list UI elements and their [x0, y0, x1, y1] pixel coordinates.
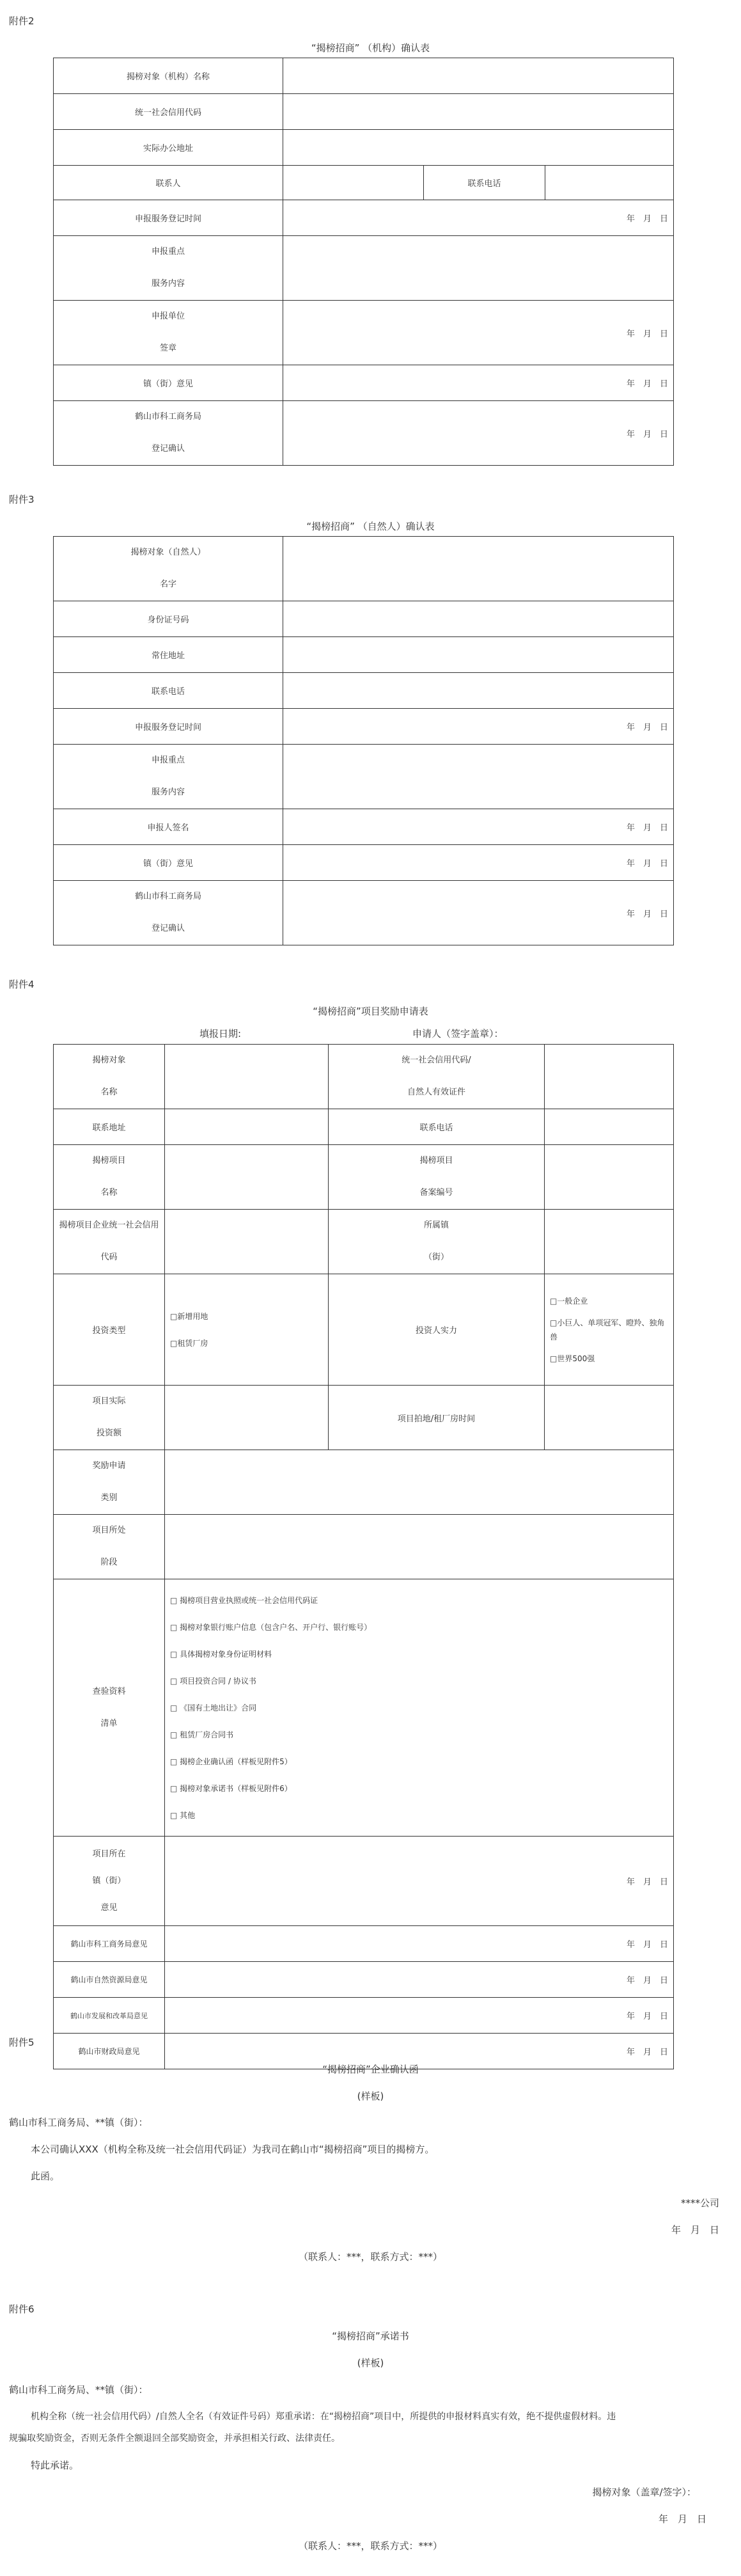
docs-item-rent-contract[interactable]: □ 租赁厂房合同书: [170, 1730, 234, 1739]
town-opinion-line-2: 镇（街）: [92, 1876, 126, 1886]
person-confirmation-table: [53, 536, 674, 945]
row-label-stage: [54, 1515, 165, 1579]
amount-line-2: 投资额: [96, 1428, 121, 1438]
strength-option-normal[interactable]: □一般企业: [550, 1296, 588, 1306]
row-label-address: 联系地址: [54, 1109, 165, 1145]
attachment-2-title: “揭榜招商” （机构）确认表: [311, 42, 430, 54]
row-label-town-opinion: [54, 1837, 165, 1926]
cell-record-value[interactable]: [545, 1145, 674, 1210]
cell-object-value[interactable]: [165, 1045, 329, 1109]
town-opinion-line-1: 项目所在: [92, 1849, 126, 1859]
attachment-5-label: 附件5: [9, 2037, 35, 2048]
docs-item-license[interactable]: □ 揭榜项目营业执照或统一社会信用代码证: [170, 1595, 318, 1605]
docs-item-bank-account[interactable]: □ 揭榜对象银行账户信息（包含户名、开户行、银行账号）: [170, 1622, 372, 1632]
cell-address-value[interactable]: [283, 637, 674, 673]
row-label-code: [329, 1045, 545, 1109]
docs-item-confirmation-letter[interactable]: □ 揭榜企业确认函（样板见附件5）: [170, 1757, 292, 1766]
attachment-5-title: “揭榜招商”企业确认函: [322, 2064, 419, 2075]
record-line-2: 备案编号: [419, 1188, 453, 1197]
attachment-4-label: 附件4: [9, 979, 35, 990]
row-label-phone: 联系电话: [329, 1109, 545, 1145]
invest-type-options: [165, 1274, 329, 1386]
att6-body-line-2: 规骗取奖励资金，否则无条件全额退回全部奖励资金，并承担相关行政、法律责任。: [9, 2433, 340, 2444]
key-line-2: 服务内容: [151, 787, 185, 797]
project-line-1: 揭榜项目: [92, 1156, 126, 1166]
amount-line-1: 项目实际: [92, 1396, 126, 1406]
person-name-line-2: 名字: [159, 580, 176, 589]
row-label-key: [54, 745, 283, 809]
code-line-1: 统一社会信用代码/: [402, 1055, 471, 1065]
fill-date-label: 填报日期:: [199, 1028, 242, 1039]
attachment-6-label: 附件6: [9, 2303, 35, 2315]
row-label-cz-opinion: 鹤山市财政局意见: [54, 2034, 165, 2069]
cell-contact-value[interactable]: [283, 166, 424, 200]
att5-recipient: 鹤山市科工商务局、**镇（街）：: [9, 2117, 148, 2128]
cell-stage-value[interactable]: [165, 1515, 674, 1579]
docs-item-identity[interactable]: □ 具体揭榜对象身份证明材料: [170, 1649, 272, 1659]
cell-code-value[interactable]: [545, 1045, 674, 1109]
key-line-1: 申报重点: [151, 755, 185, 765]
attachment-2-label: 附件2: [9, 15, 35, 27]
ksw-opinion-date: 年 月 日: [165, 1926, 674, 1962]
row-label-phone: 联系电话: [424, 166, 545, 200]
strength-option-fortune500[interactable]: □世界500强: [550, 1354, 595, 1363]
unit-line-1: 申报单位: [151, 312, 185, 321]
att5-date: 年 月 日: [671, 2224, 719, 2236]
row-label-sign: 申报人签名: [54, 809, 283, 845]
invest-type-option-land[interactable]: □新增用地: [170, 1311, 208, 1321]
attachment-3-title: “揭榜招商” （自然人）确认表: [306, 521, 435, 532]
project-line-2: 名称: [100, 1188, 118, 1197]
docs-checklist: [165, 1579, 674, 1837]
docs-item-commitment[interactable]: □ 揭榜对象承诺书（样板见附件6）: [170, 1783, 292, 1793]
strength-options: [545, 1274, 674, 1386]
key-line-1: 申报重点: [151, 247, 185, 257]
record-line-1: 揭榜项目: [419, 1156, 453, 1166]
enterprise-line-2: 代码: [100, 1252, 118, 1262]
row-label-unit: [54, 301, 283, 365]
town-date: 年 月 日: [283, 365, 674, 401]
reg-time-date: 年 月 日: [283, 709, 674, 745]
row-label-town: 镇（街）意见: [54, 365, 283, 401]
docs-item-land-contract[interactable]: □ 《国有土地出让》合同: [170, 1703, 257, 1712]
bureau-line-2: 登记确认: [151, 444, 185, 454]
cell-key-value[interactable]: [283, 745, 674, 809]
cell-office-value[interactable]: [283, 130, 674, 166]
cell-phone-value[interactable]: [545, 1109, 674, 1145]
applicant-label: 申请人（签字盖章）：: [412, 1028, 504, 1039]
enterprise-line-1: 揭榜项目企业统一社会信用: [59, 1221, 159, 1230]
person-name-line-1: 揭榜对象（自然人）: [130, 548, 206, 557]
row-label-reg-time: 申报服务登记时间: [54, 709, 283, 745]
cz-opinion-date: 年 月 日: [165, 2034, 674, 2069]
row-label-record: [329, 1145, 545, 1210]
cell-phone-value[interactable]: [283, 673, 674, 709]
town-opinion-date: 年 月 日: [165, 1837, 674, 1926]
unit-date: 年 月 日: [283, 301, 674, 365]
cell-person-name-value[interactable]: [283, 537, 674, 601]
cell-address-value[interactable]: [165, 1109, 329, 1145]
row-label-code: 统一社会信用代码: [54, 94, 283, 130]
object-line-1: 揭榜对象: [92, 1055, 126, 1065]
row-label-reg-time: 申报服务登记时间: [54, 200, 283, 236]
row-label-bureau: [54, 401, 283, 466]
att6-date: 年 月 日: [658, 2513, 706, 2525]
row-label-docs: [54, 1579, 165, 1837]
zr-opinion-date: 年 月 日: [165, 1962, 674, 1998]
row-label-contact: 联系人: [54, 166, 283, 200]
docs-item-other[interactable]: □ 其他: [170, 1810, 196, 1820]
sign-date: 年 月 日: [283, 809, 674, 845]
bureau-line-1: 鹤山市科工商务局: [134, 412, 201, 422]
fg-opinion-date: 年 月 日: [165, 1998, 674, 2034]
row-label-key: [54, 236, 283, 301]
cell-code-value[interactable]: [283, 94, 674, 130]
row-label-bureau: [54, 881, 283, 945]
town-line-1: 所属镇: [423, 1221, 449, 1230]
row-label-land-time: 项目拍地/租厂房时间: [329, 1386, 545, 1450]
row-label-invest-type: 投资类型: [54, 1274, 165, 1386]
row-label-address: 常住地址: [54, 637, 283, 673]
cell-name-value[interactable]: [283, 58, 674, 94]
cell-key-value[interactable]: [283, 236, 674, 301]
docs-line-1: 查验资料: [92, 1686, 126, 1696]
cell-phone-value[interactable]: [545, 166, 674, 200]
project-award-table: [53, 1044, 674, 2069]
object-line-2: 名称: [100, 1087, 118, 1097]
row-label-award-type: [54, 1450, 165, 1515]
row-label-person-name: [54, 537, 283, 601]
cell-id-value[interactable]: [283, 601, 674, 637]
attachment-3-label: 附件3: [9, 494, 35, 505]
row-label-strength: 投资人实力: [329, 1274, 545, 1386]
town-opinion-line-3: 意见: [100, 1902, 118, 1913]
row-label-town: 镇（街）意见: [54, 845, 283, 881]
strength-option-giant[interactable]: □小巨人、单项冠军、瞪羚、独角兽: [550, 1318, 665, 1341]
row-label-zr-opinion: 鹤山市自然资源局意见: [54, 1962, 165, 1998]
row-label-object: [54, 1045, 165, 1109]
award-line-2: 类别: [100, 1493, 118, 1503]
cell-project-value[interactable]: [165, 1145, 329, 1210]
attachment-6-subtitle: (样板): [357, 2357, 384, 2369]
reg-time-date: 年 月 日: [283, 200, 674, 236]
row-label-phone: 联系电话: [54, 673, 283, 709]
town-date: 年 月 日: [283, 845, 674, 881]
cell-land-time-value[interactable]: [545, 1386, 674, 1450]
bureau-line-2: 登记确认: [151, 924, 185, 933]
bureau-line-1: 鹤山市科工商务局: [134, 892, 201, 901]
att6-sign: 揭榜对象（盖章/签字）：: [592, 2486, 696, 2498]
row-label-name: 揭榜对象（机构）名称: [54, 58, 283, 94]
unit-line-2: 签章: [159, 344, 176, 353]
cell-town-value[interactable]: [545, 1210, 674, 1274]
row-label-fg-opinion: 鹤山市发展和改革局意见: [54, 1998, 165, 2034]
att6-close: 特此承诺。: [31, 2460, 79, 2471]
row-label-amount: [54, 1386, 165, 1450]
row-label-enterprise-code: [54, 1210, 165, 1274]
key-line-2: 服务内容: [151, 279, 185, 288]
attachment-5-subtitle: (样板): [357, 2090, 384, 2102]
code-line-2: 自然人有效证件: [407, 1087, 465, 1097]
row-label-office: 实际办公地址: [54, 130, 283, 166]
row-label-town: [329, 1210, 545, 1274]
cell-award-type-value[interactable]: [165, 1450, 674, 1515]
row-label-id: 身份证号码: [54, 601, 283, 637]
cell-enterprise-code-value[interactable]: [165, 1210, 329, 1274]
docs-item-contract[interactable]: □ 项目投资合同 / 协议书: [170, 1676, 256, 1686]
row-label-ksw-opinion: 鹤山市科工商务局意见: [54, 1926, 165, 1962]
invest-type-option-rent[interactable]: □租赁厂房: [170, 1338, 208, 1348]
stage-line-1: 项目所处: [92, 1526, 126, 1535]
att6-contact: （联系人：***，联系方式：***）: [298, 2540, 442, 2552]
bureau-date: 年 月 日: [283, 401, 674, 466]
bureau-date: 年 月 日: [283, 881, 674, 945]
att5-contact: （联系人：***，联系方式：***）: [298, 2251, 442, 2263]
attachment-6-title: “揭榜招商”承诺书: [332, 2330, 409, 2342]
att5-close: 此函。: [31, 2170, 60, 2182]
town-line-2: （街）: [423, 1252, 449, 1262]
att5-company: ****公司: [680, 2197, 719, 2209]
stage-line-2: 阶段: [100, 1558, 118, 1567]
att6-recipient: 鹤山市科工商务局、**镇（街）：: [9, 2384, 148, 2396]
award-line-1: 奖励申请: [92, 1461, 126, 1471]
docs-line-2: 清单: [100, 1718, 118, 1728]
attachment-4-title: “揭榜招商”项目奖励申请表: [313, 1006, 428, 1017]
institution-confirmation-table: [53, 58, 674, 466]
cell-amount-value[interactable]: [165, 1386, 329, 1450]
row-label-project: [54, 1145, 165, 1210]
att6-body-line-1: 机构全称（统一社会信用代码）/自然人全名（有效证件号码）郑重承诺：在“揭榜招商”项目中，所提供的申报材料真实有效，绝不提供虚假材料。违: [31, 2412, 616, 2422]
att5-body: 本公司确认XXX（机构全称及统一社会信用代码证）为我司在鹤山市“揭榜招商”项目的揭榜方。: [31, 2144, 435, 2155]
